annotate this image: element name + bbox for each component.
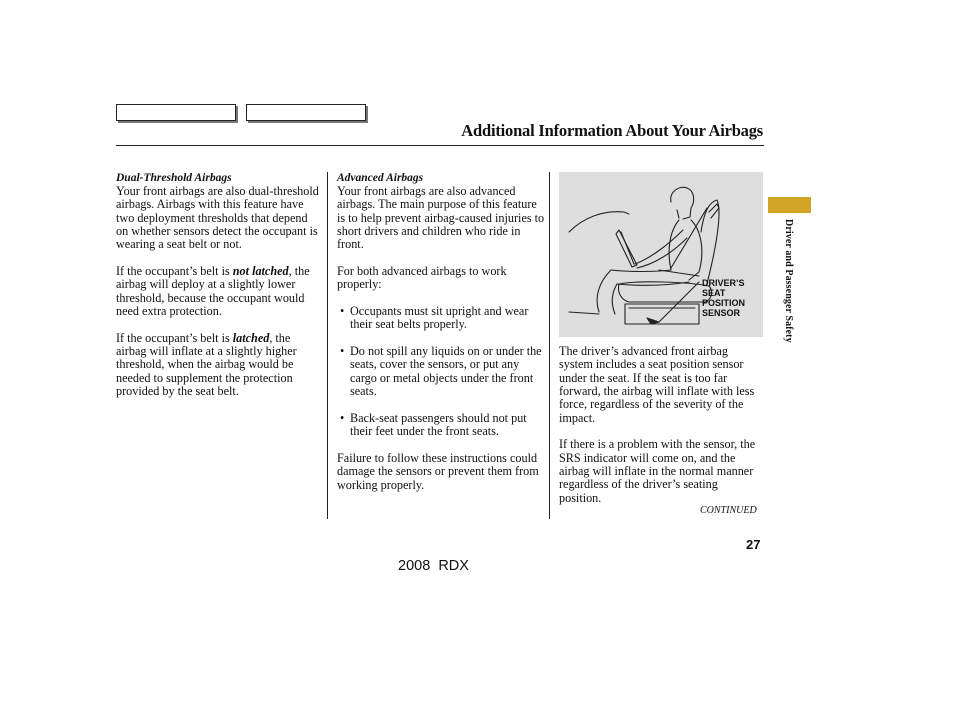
paragraph: Your front airbags are also dual-threshold airbags. Airbags with this feature have two deployment thresholds that depend on whether sensors detect the occupant is wearing a seat belt or not. <box>116 184 319 252</box>
list-item-text: Occupants must sit upright and wear their seat belts properly. <box>350 304 529 332</box>
footer-model: 2008 RDX <box>398 558 469 574</box>
text-run: If the occupant’s belt is <box>116 264 233 279</box>
label-line: SEAT <box>702 288 726 298</box>
column-divider <box>327 172 328 519</box>
paragraph: For both advanced airbags to work properly: <box>337 264 507 292</box>
page-number: 27 <box>746 537 761 552</box>
column-divider <box>549 172 550 519</box>
column-seat-sensor <box>559 172 763 518</box>
bullet-list <box>337 305 545 438</box>
section-side-label: Driver and Passenger Safety <box>783 219 794 343</box>
text-run: , the airbag will inflate at a slightly higher threshold, when the airbag would be needed to supplement the protection provided by the seat belt. <box>116 330 297 399</box>
sensor-label <box>702 278 745 318</box>
bullet-icon: • <box>340 344 345 359</box>
bullet-icon: • <box>340 304 345 319</box>
list-item <box>337 412 545 439</box>
paragraph: If there is a problem with the sensor, the SRS indicator will come on, and the airbag will inflate in the normal manner regardless of the driver’s seating position. <box>559 437 756 505</box>
section-heading: Advanced Airbags <box>337 172 424 184</box>
label-line: POSITION <box>702 298 746 308</box>
text-run: If the occupant’s belt is <box>116 330 233 345</box>
bullet-icon: • <box>340 410 345 425</box>
page-title: Additional Information About Your Airbags <box>461 121 763 140</box>
section-tab <box>768 197 811 213</box>
seat-sensor-illustration <box>559 172 763 337</box>
label-line: DRIVER’S <box>702 278 745 288</box>
paragraph <box>116 265 320 318</box>
paragraph: Failure to follow these instructions could damage the sensors or prevent them from working properly. <box>337 450 539 492</box>
title-rule <box>116 145 764 146</box>
nav-button-next[interactable] <box>246 104 366 121</box>
column-dual-threshold <box>116 172 320 412</box>
list-item-text: Do not spill any liquids on or under the seats, cover the sensors, or put any cargo or metal objects under the front seats. <box>350 344 542 399</box>
paragraph <box>116 332 320 399</box>
list-item-text: Back-seat passengers should not put their feet under the front seats. <box>350 410 527 439</box>
section-heading: Dual-Threshold Airbags <box>116 172 232 184</box>
text-run: , the airbag will deploy at a slightly lower threshold, because the occupant would need extra protection. <box>116 264 310 319</box>
paragraph: The driver’s advanced front airbag system includes a seat position sensor under the seat. If the seat is too far forward, the airbag will inflate with less force, regardless of the severity of the impact. <box>559 344 755 425</box>
label-line: SENSOR <box>702 308 741 318</box>
emphasis: latched <box>232 330 270 345</box>
column-advanced-airbags <box>337 172 545 505</box>
emphasis: not latched <box>232 264 289 279</box>
nav-button-prev[interactable] <box>116 104 236 121</box>
paragraph: Your front airbags are also advanced airbags. The main purpose of this feature is to help prevent airbag-caused injuries to short drivers and children who ride in front. <box>337 184 545 252</box>
continued-note: CONTINUED <box>700 505 757 516</box>
list-item <box>337 345 545 398</box>
list-item <box>337 305 545 332</box>
